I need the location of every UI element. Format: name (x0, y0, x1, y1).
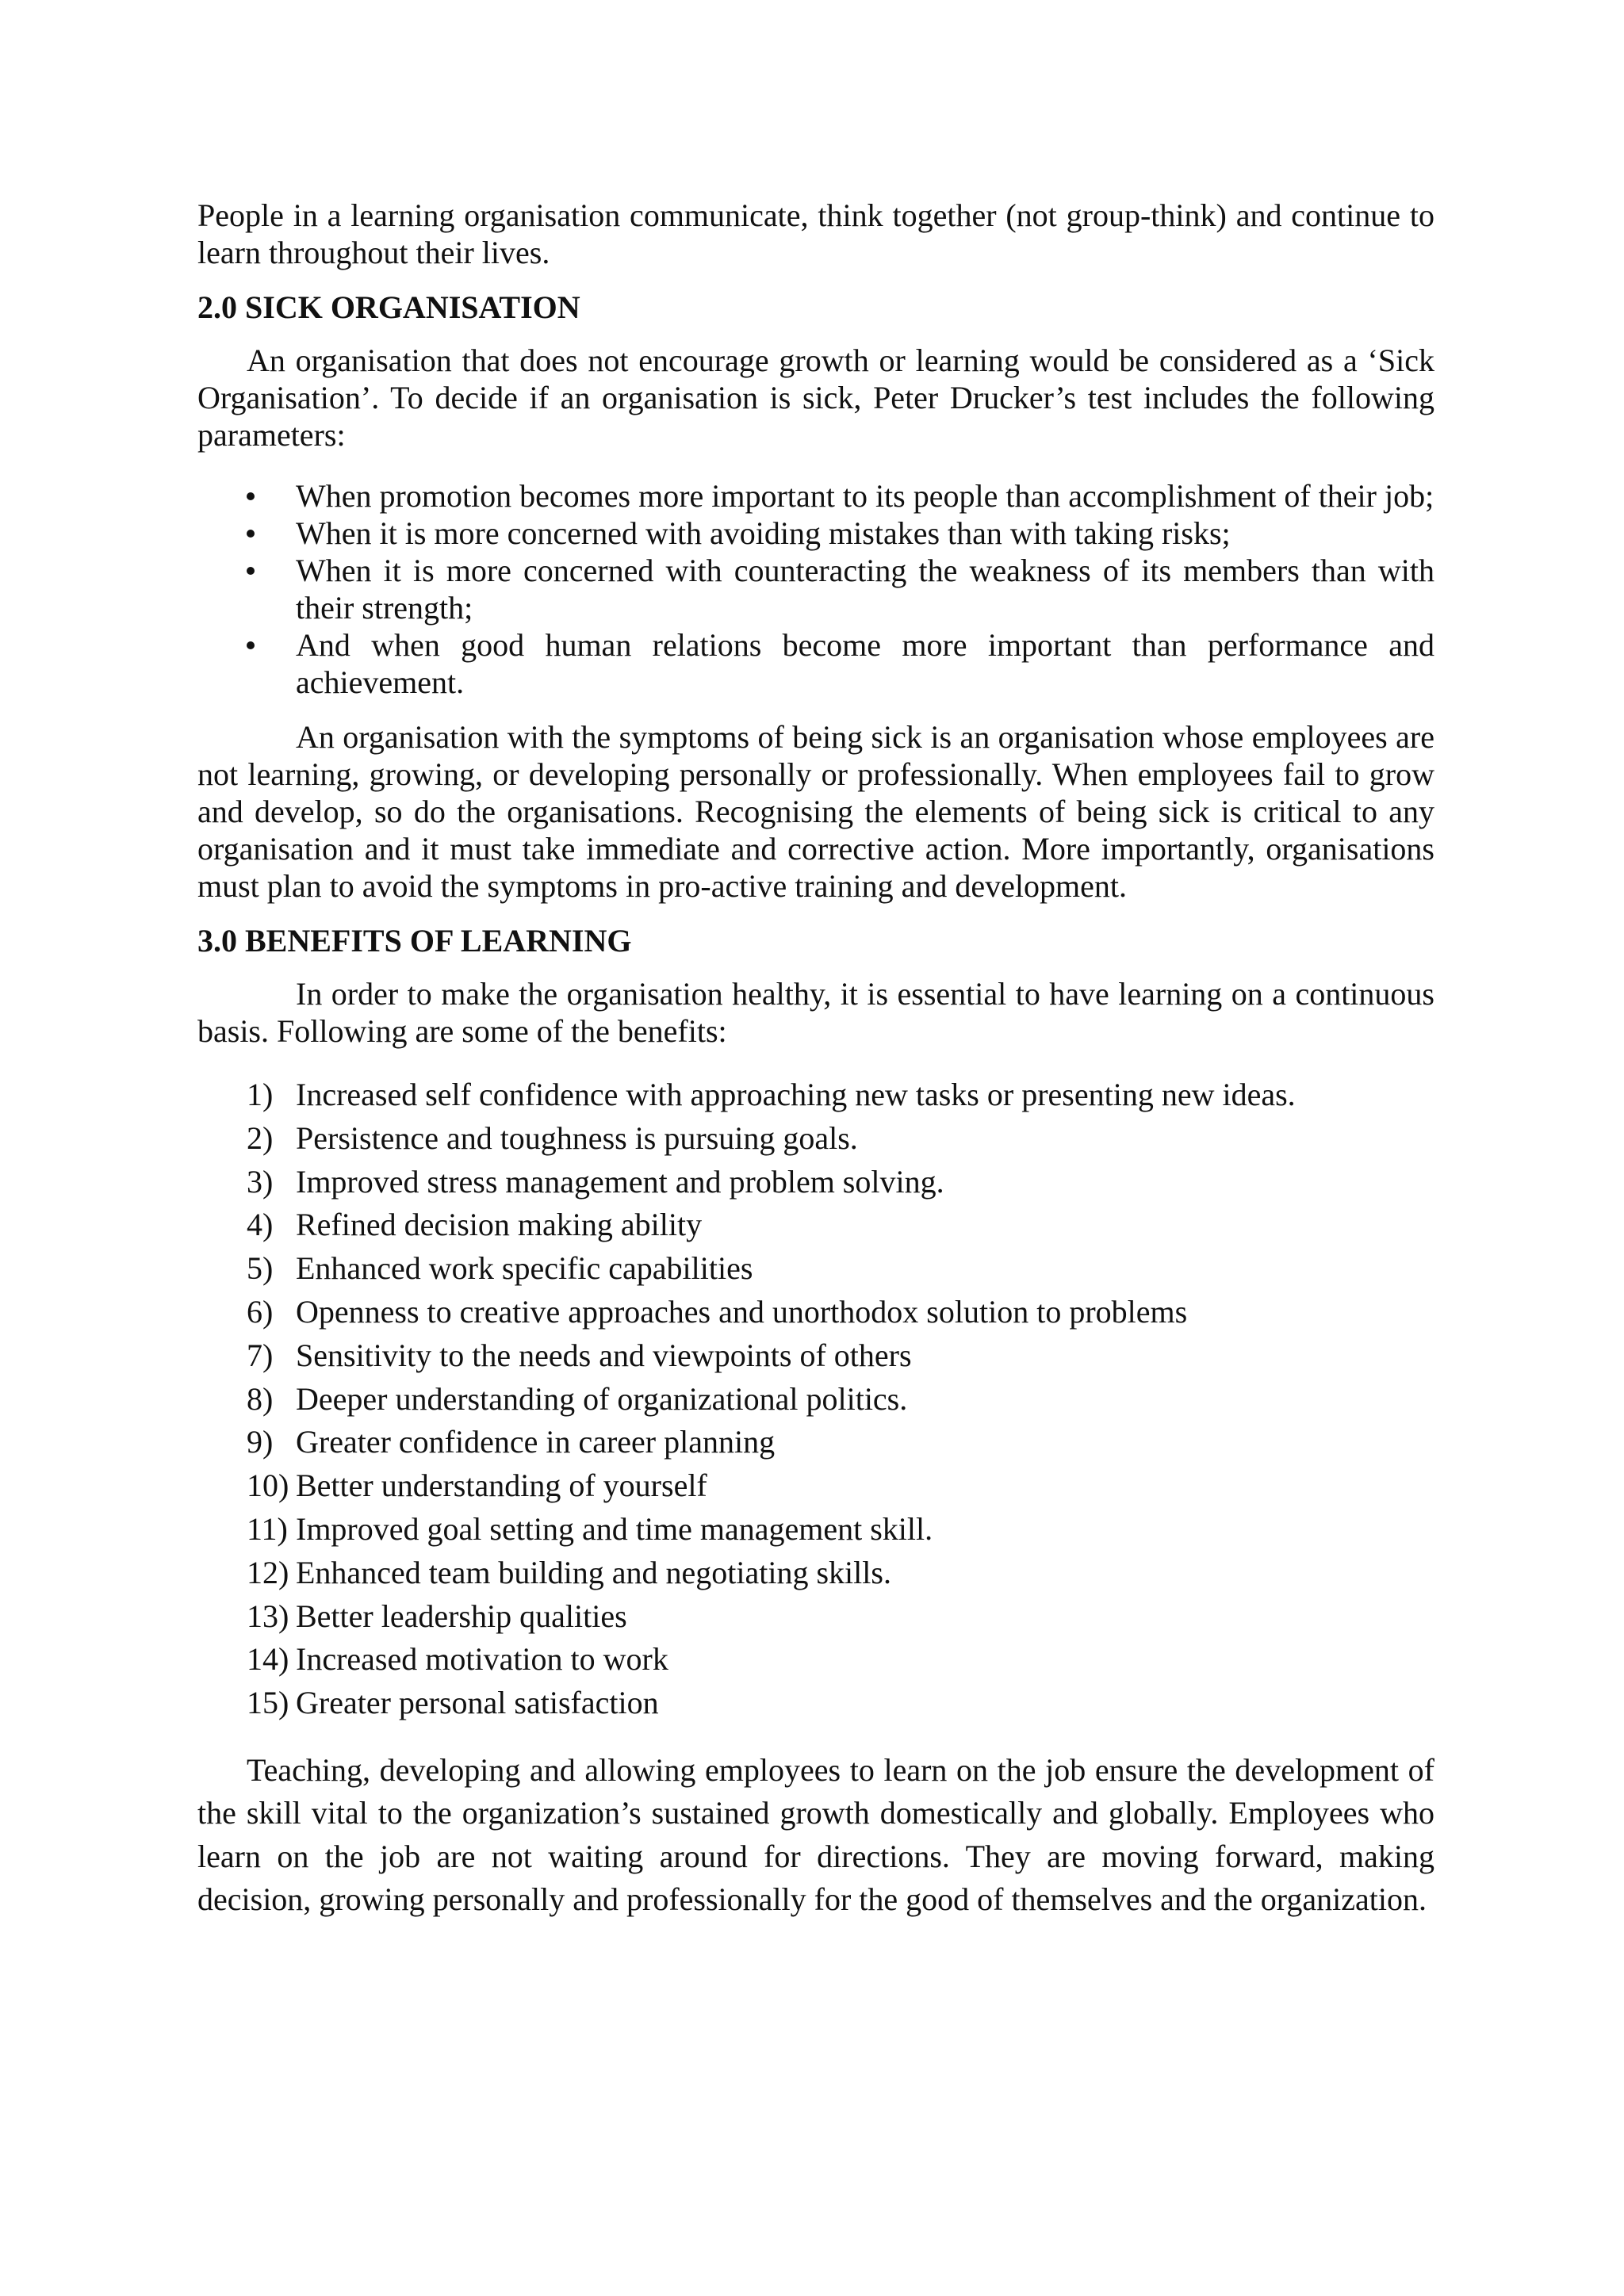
list-item (197, 1203, 1434, 1247)
bullet-icon (247, 567, 255, 575)
list-item (197, 1421, 1434, 1464)
list-item (197, 1552, 1434, 1595)
list-item-text: Greater confidence in career planning (296, 1424, 776, 1460)
list-item (197, 1638, 1434, 1682)
list-item (197, 1247, 1434, 1291)
list-number: 14) (247, 1641, 289, 1678)
bullet-icon (247, 641, 255, 649)
list-item (197, 1464, 1434, 1508)
list-number: 13) (247, 1598, 289, 1634)
list-item (197, 1291, 1434, 1334)
benefits-intro-paragraph: In order to make the organisation healthy, it is essential to have learning on a continuous basis. Following are some of the benefits: (197, 976, 1434, 1049)
list-item (197, 1334, 1434, 1378)
list-item-text: Enhanced team building and negotiating skills. (296, 1554, 891, 1590)
list-number: 3) (247, 1163, 274, 1200)
list-number: 9) (247, 1424, 274, 1460)
list-item (197, 552, 1434, 626)
list-item (197, 515, 1434, 552)
list-item (197, 1161, 1434, 1204)
list-number: 5) (247, 1250, 274, 1287)
drucker-test-list (197, 477, 1434, 701)
list-item (197, 1117, 1434, 1161)
list-item (197, 1073, 1434, 1117)
list-item-text: Increased self confidence with approaching new tasks or presenting new ideas. (296, 1077, 1296, 1112)
list-number: 10) (247, 1468, 289, 1504)
list-item-text: Better leadership qualities (296, 1598, 627, 1634)
list-item-text: Improved goal setting and time management skill. (296, 1510, 933, 1547)
list-number: 15) (247, 1685, 289, 1721)
list-number: 6) (247, 1293, 274, 1330)
list-item-text: Refined decision making ability (296, 1207, 703, 1243)
sick-organisation-paragraph: An organisation that does not encourage growth or learning would be considered as a ‘Sick Organisation’. To decide if an organisation is sick, Peter Drucker’s test includes the following parameters: (197, 342, 1434, 453)
list-item-text: Enhanced work specific capabilities (296, 1250, 753, 1287)
list-item (197, 1378, 1434, 1422)
list-item (197, 1682, 1434, 1725)
list-number: 7) (247, 1337, 274, 1373)
list-item-text: When it is more concerned with counteracting the weakness of its members than with their strength; (296, 553, 1434, 626)
list-item (197, 626, 1434, 701)
list-item-text: Better understanding of yourself (296, 1468, 707, 1504)
list-number: 2) (247, 1119, 274, 1156)
benefits-list (197, 1073, 1434, 1725)
bullet-icon (247, 492, 255, 500)
list-number: 8) (247, 1380, 274, 1417)
list-item-text: Persistence and toughness is pursuing goals. (296, 1119, 858, 1156)
list-item-text: When it is more concerned with avoiding mistakes than with taking risks; (296, 515, 1231, 551)
list-item-text: Greater personal satisfaction (296, 1685, 659, 1721)
list-item (197, 1595, 1434, 1639)
section-heading-sick-organisation: 2.0 SICK ORGANISATION (197, 289, 580, 325)
list-item (197, 477, 1434, 515)
list-number: 12) (247, 1554, 289, 1590)
list-number: 1) (247, 1077, 274, 1112)
list-item-text: Improved stress management and problem solving. (296, 1163, 944, 1200)
list-number: 11) (247, 1510, 288, 1547)
closing-paragraph: Teaching, developing and allowing employees to learn on the job ensure the development of the skill vital to the organization’s sustained growth domestically and globally. Employees who learn on the job are not waiting around for directions. They are moving forward, making decision, growing personally and professionally for the good of themselves and the organization. (197, 1751, 1434, 1918)
document-page (197, 197, 1434, 1922)
list-item-text: And when good human relations become more important than performance and achievement. (296, 627, 1434, 700)
list-item-text: When promotion becomes more important to its people than accomplishment of their job; (296, 478, 1434, 514)
symptoms-paragraph: An organisation with the symptoms of being sick is an organisation whose employees are not learning, growing, or developing personally or professionally. When employees fail to grow and develop, so do the organisations. Recognising the elements of being sick is critical to any organisation and it must take immediate and corrective action. More importantly, organisations must plan to avoid the symptoms in pro-active training and development. (197, 719, 1434, 904)
intro-paragraph: People in a learning organisation communicate, think together (not group-think) and continue to learn throughout their lives. (197, 197, 1434, 270)
list-number: 4) (247, 1207, 274, 1243)
list-item-text: Increased motivation to work (296, 1641, 668, 1678)
list-item-text: Openness to creative approaches and unorthodox solution to problems (296, 1293, 1188, 1330)
bullet-icon (247, 530, 255, 538)
list-item (197, 1508, 1434, 1552)
list-item-text: Deeper understanding of organizational politics. (296, 1380, 908, 1417)
section-heading-benefits-of-learning: 3.0 BENEFITS OF LEARNING (197, 923, 632, 959)
list-item-text: Sensitivity to the needs and viewpoints of others (296, 1337, 912, 1373)
